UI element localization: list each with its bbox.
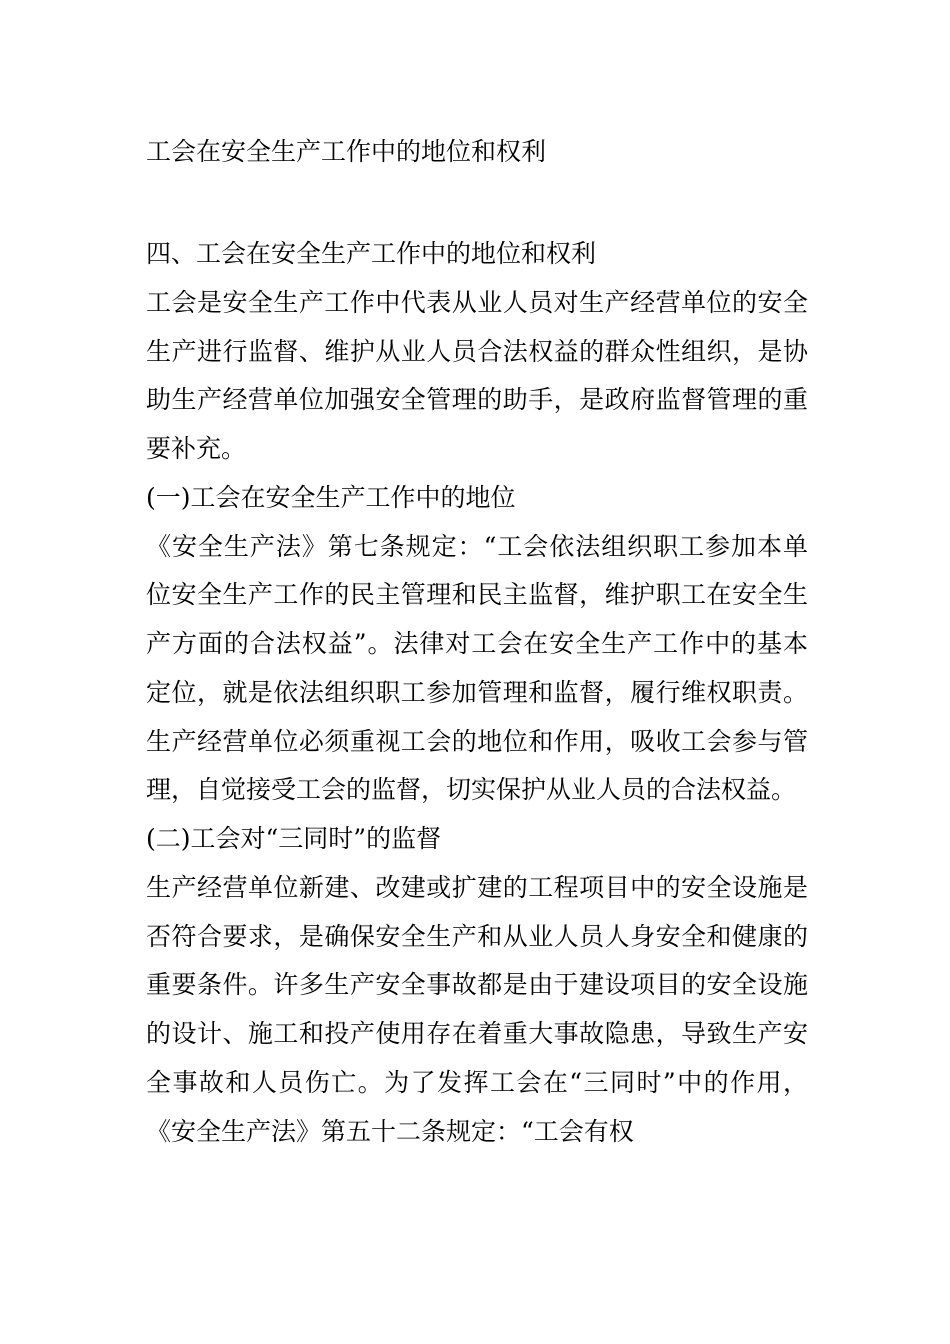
paragraph-union-role: 工会是安全生产工作中代表从业人员对生产经营单位的安全生产进行监督、维护从业人员合法权益的群众性组织，是协助生产经营单位加强安全管理的助手，是政府监督管理的重要补充。 bbox=[146, 287, 808, 463]
paragraph-three-simultaneities: 生产经营单位新建、改建或扩建的工程项目中的安全设施是否符合要求，是确保安全生产和从业人员人身安全和健康的重要条件。许多生产安全事故都是由于建设项目的安全设施的设计、施工和投产使用存在着重大事故隐患，导致生产安全事故和人员伤亡。为了发挥工会在“三同时”中的作用，《安全生产法》第五十二条规定：“工会有权 bbox=[146, 872, 808, 1146]
subsection-heading-2: (二)工会对“三同时”的监督 bbox=[146, 824, 442, 853]
section-heading-4: 四、工会在安全生产工作中的地位和权利 bbox=[146, 239, 597, 268]
subsection-heading-1: (一)工会在安全生产工作中的地位 bbox=[146, 482, 516, 512]
paragraph-union-status: 《安全生产法》第七条规定：“工会依法组织职工参加本单位安全生产工作的民主管理和民主监督，维护职工在安全生产方面的合法权益”。法律对工会在安全生产工作中的基本定位，就是依法组织职工参加管理和监督，履行维权职责。生产经营单位必须重视工会的地位和作用，吸收工会参与管理，自觉接受工会的监督，切实保护从业人员的合法权益。 bbox=[146, 531, 808, 805]
document-title: 工会在安全生产工作中的地位和权利 bbox=[146, 137, 547, 166]
document-body bbox=[146, 230, 808, 1156]
